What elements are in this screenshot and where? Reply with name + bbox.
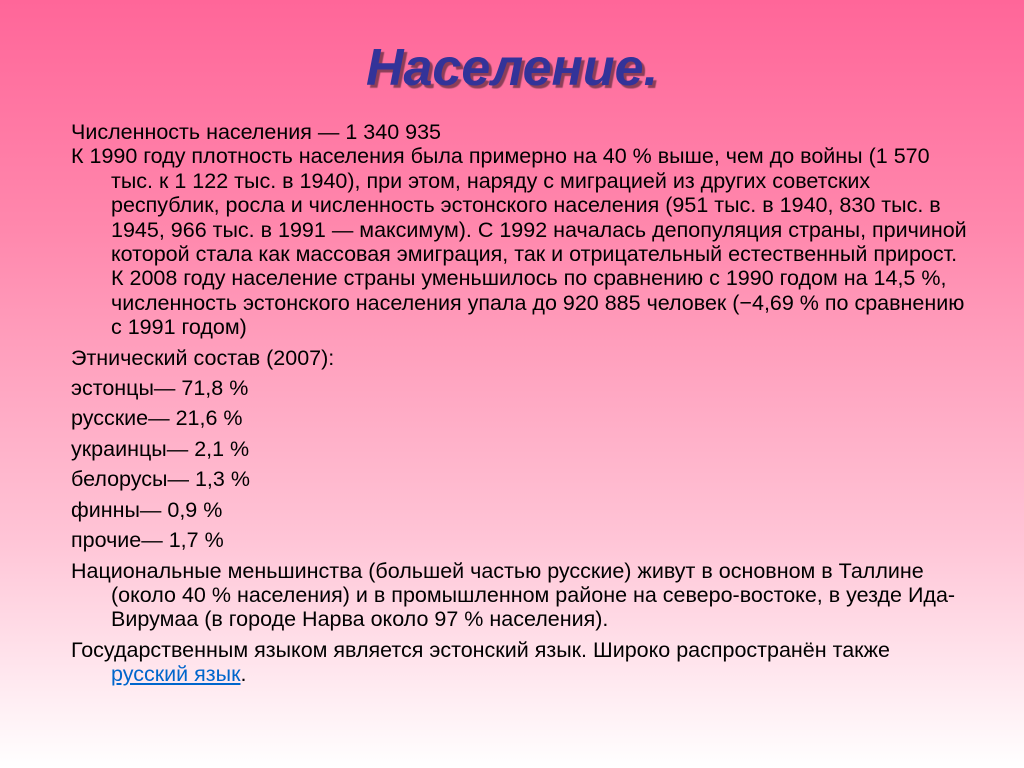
density-text: К 1990 году плотность населения была примерно на 40 % выше, чем до войны (1 570 тыс. к 1 122 тыс. в 1940), при этом, наряду с миграцией из других советских республик, росла и численность эстонского населения (951 тыс. в 1940, 830 тыс. в 1945, 966 тыс. в 1991 — максимум). С 1992 началась депопуляция страны, причиной которой стала как массовая эмиграция, так и отрицательный естественный прирост. К 2008 году население страны уменьшилось по сравнению с 1990 годом на 14,5 %, численность эстонского населения упала до 920 885 человек (−4,69 % по сравнению с 1991 годом) <box>71 144 967 340</box>
population-text: Численность населения — 1 340 935 <box>71 120 442 144</box>
slide-title: Население. <box>365 39 659 97</box>
language-text <box>71 638 971 687</box>
ethnic-item-estonians: эстонцы— 71,8 % <box>71 376 249 401</box>
ethnic-item-russians: русские— 21,6 % <box>71 406 243 431</box>
ethnic-heading: Этнический состав (2007): <box>71 345 335 370</box>
ethnic-item-ukrainians: украинцы— 2,1 % <box>71 436 250 461</box>
ethnic-item-belarusians: белорусы— 1,3 % <box>71 467 250 492</box>
ethnic-item-others: прочие— 1,7 % <box>71 528 224 553</box>
russian-language-link[interactable]: русский язык <box>111 662 241 687</box>
slide-body <box>71 120 971 687</box>
language-text-prefix: Государственным языком является эстонский язык. Широко распространён также <box>71 637 890 662</box>
ethnic-item-finns: финны— 0,9 % <box>71 497 223 522</box>
minorities-text: Национальные меньшинства (большей частью русские) живут в основном в Таллине (около 40 % населения) и в промышленном районе на северо-востоке, в уезде Ида-Вирумаа (в городе Нарва около 97 % населения). <box>71 558 956 632</box>
language-text-suffix: . <box>240 662 247 687</box>
